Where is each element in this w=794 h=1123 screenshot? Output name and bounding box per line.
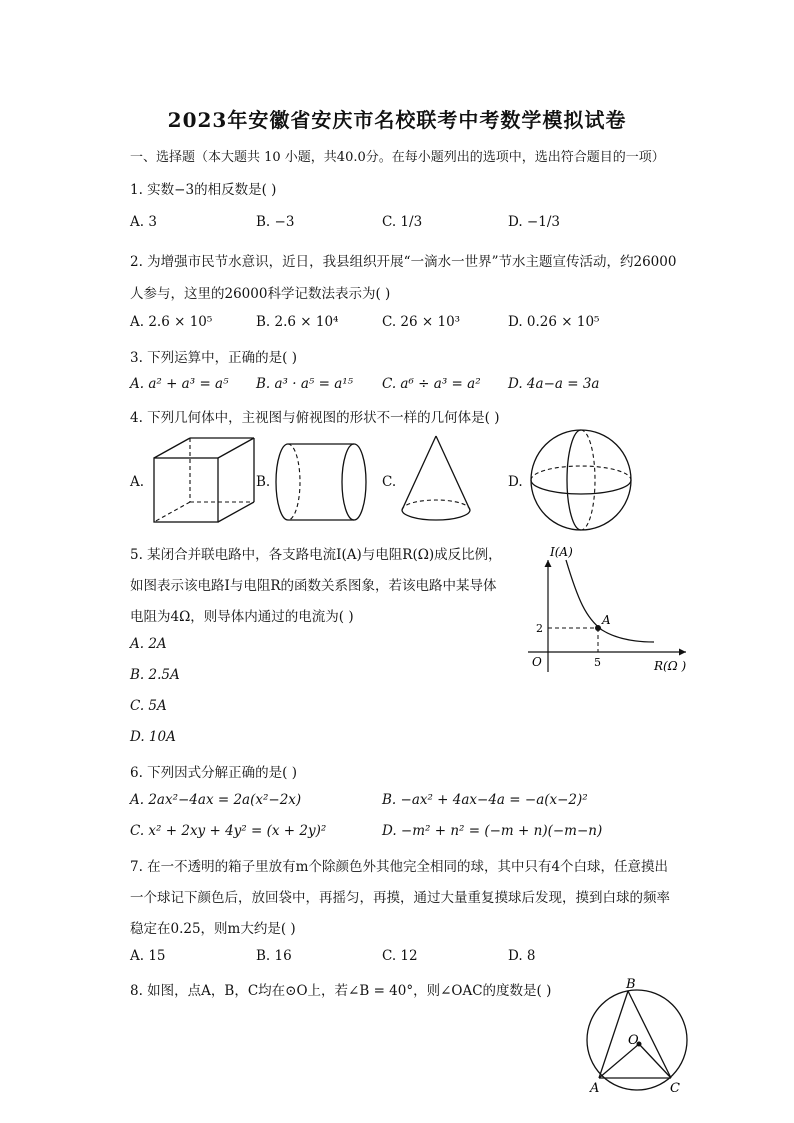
q6-option-b: B. −ax² + 4ax−4a = −a(x−2)² — [382, 792, 588, 808]
q5-option-c: C. 5A — [130, 698, 167, 714]
q7-stem-line3: 稳定在0.25，则m大约是( ) — [130, 921, 296, 937]
circle-figure — [582, 976, 692, 1098]
q2-option-b: B. 2.6 × 10⁴ — [256, 314, 339, 330]
q4-option-a: A. — [130, 474, 145, 490]
q1-option-d: D. −1/3 — [508, 214, 560, 230]
q2-option-c: C. 26 × 10³ — [382, 314, 461, 330]
page-title: 2023年安徽省安庆市名校联考中考数学模拟试卷 — [167, 108, 627, 132]
cone-figure — [396, 432, 476, 528]
y-axis-label: I(A) — [550, 545, 573, 559]
q4-stem: 4. 下列几何体中，主视图与俯视图的形状不一样的几何体是( ) — [130, 410, 500, 426]
cube-figure — [150, 436, 260, 528]
q3-option-b: B. a³ · a⁵ = a¹⁵ — [256, 376, 354, 392]
q8-stem: 8. 如图，点A，B，C均在⊙O上，若∠B = 40°，则∠OAC的度数是( ) — [130, 983, 552, 999]
section-heading: 一、选择题（本大题共 10 小题，共40.0分。在每小题列出的选项中，选出符合题目的一项） — [130, 150, 665, 165]
q2-option-a: A. 2.6 × 10⁵ — [130, 314, 213, 330]
q1-option-c: C. 1/3 — [382, 214, 423, 230]
q2-option-d: D. 0.26 × 10⁵ — [508, 314, 600, 330]
q6-option-a: A. 2ax²−4ax = 2a(x²−2x) — [130, 792, 302, 808]
q6-option-d: D. −m² + n² = (−m + n)(−m−n) — [382, 823, 603, 839]
y-tick-label: 2 — [536, 622, 543, 635]
q7-stem-line2: 一个球记下颜色后，放回袋中，再摇匀，再摸，通过大量重复摸球后发现，摸到白球的频率 — [130, 890, 670, 906]
q1-option-b: B. −3 — [256, 214, 295, 230]
inverse-proportion-graph — [520, 540, 700, 680]
q7-option-c: C. 12 — [382, 948, 418, 964]
sphere-figure — [526, 428, 636, 532]
q5-option-b: B. 2.5A — [130, 667, 180, 683]
x-tick-label: 5 — [594, 656, 601, 669]
q2-stem-line1: 2. 为增强市民节水意识，近日，我县组织开展“一滴水一世界”节水主题宣传活动，约26000 — [130, 254, 677, 270]
q7-option-a: A. 15 — [130, 948, 166, 964]
q7-stem-line1: 7. 在一不透明的箱子里放有m个除颜色外其他完全相同的球，其中只有4个白球，任意摸出 — [130, 859, 669, 875]
point-a-dot — [595, 625, 601, 631]
q6-option-c: C. x² + 2xy + 4y² = (x + 2y)² — [130, 823, 327, 839]
q5-stem-line1: 5. 某闭合并联电路中，各支路电流I(A)与电阻R(Ω)成反比例， — [130, 547, 502, 563]
q7-option-d: D. 8 — [508, 948, 536, 964]
q5-stem-line2: 如图表示该电路I与电阻R的函数关系图象，若该电路中某导体 — [130, 578, 497, 594]
q1-option-a: A. 3 — [130, 214, 157, 230]
q7-option-b: B. 16 — [256, 948, 292, 964]
label-c: C — [670, 1081, 680, 1096]
hyperbola-curve — [566, 560, 654, 642]
point-a-label: A — [602, 613, 611, 627]
x-axis-label: R(Ω ) — [654, 659, 687, 673]
q5-option-d: D. 10A — [130, 729, 176, 745]
q3-option-a: A. a² + a³ = a⁵ — [130, 376, 229, 392]
q2-stem-line2: 人参与，这里的26000科学记数法表示为( ) — [130, 286, 391, 302]
origin-label: O — [532, 655, 542, 669]
q5-stem-line3: 电阻为4Ω，则导体内通过的电流为( ) — [130, 609, 354, 625]
label-o: O — [628, 1033, 639, 1048]
label-b: B — [626, 977, 636, 992]
q5-option-a: A. 2A — [130, 636, 167, 652]
q1-stem: 1. 实数−3的相反数是( ) — [130, 182, 277, 198]
q4-option-b: B. — [256, 474, 271, 490]
q3-stem: 3. 下列运算中，正确的是( ) — [130, 350, 297, 366]
q3-option-c: C. a⁶ ÷ a³ = a² — [382, 376, 481, 392]
q6-stem: 6. 下列因式分解正确的是( ) — [130, 765, 297, 781]
q4-option-d: D. — [508, 474, 523, 490]
cylinder-figure — [272, 440, 372, 522]
q4-option-c: C. — [382, 474, 397, 490]
q3-option-d: D. 4a−a = 3a — [508, 376, 600, 392]
label-a: A — [590, 1081, 600, 1096]
